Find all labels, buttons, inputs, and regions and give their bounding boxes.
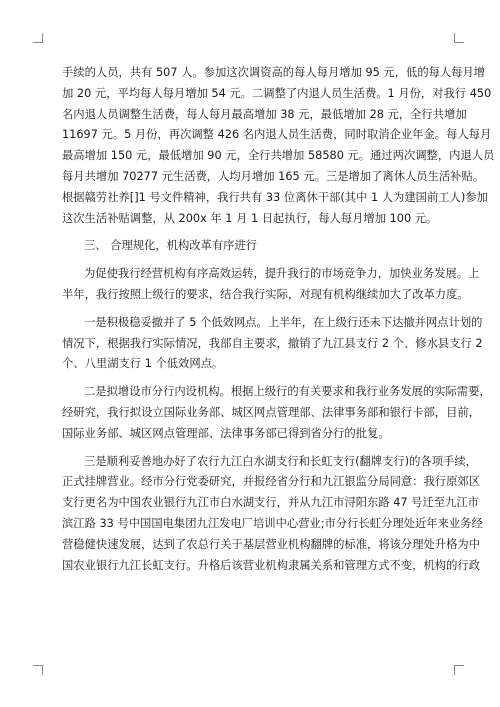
paragraph-first-line: 为促使我行经营机构有序高效运转，提升我行的市场竞争力，加快业务发展。上: [84, 267, 480, 281]
body-line: 情况下，根据我行实际情况，我部自主要求，撤销了九江县支行 2 个、修水县支行 2: [62, 336, 483, 350]
crop-mark-bottom-right: [454, 665, 464, 675]
body-line: 国际业务部、城区网点管理部、法律事务部已得到省分行的批复。: [62, 426, 390, 440]
body-line: 加 20 元，平均每人每月增加 54 元。二调整了内退人员生活费。1 月份，对我行 450: [62, 86, 492, 100]
body-line: 这次生活补贴调整，从 200x 年 1 月 1 日起执行，每人每月增加 100 元。: [62, 211, 438, 225]
crop-mark-bottom-left: [33, 665, 43, 675]
body-line: 根据赣劳社养[]1 号文件精神，我行共有 33 位离休干部(其中 1 人为建国前工人)参加: [62, 190, 488, 204]
crop-mark-top-left: [33, 33, 43, 43]
body-line: 手续的人员，共有 507 人。参加这次调资高的每人每月增加 95 元，低的每人每月增: [62, 66, 486, 79]
body-line: 经研究，我行拟设立国际业务部、城区网点管理部、法律事务部和银行卡部，目前，: [62, 405, 480, 419]
body-line: 每月共增加 70277 元生活费，人均月增加 165 元。三是增加了离休人员生活补贴。: [62, 169, 485, 183]
document-body: [62, 63, 495, 576]
body-line: 营稳健快速发展，达到了农总行关于基层营业机构翻牌的标准，将该分理处升格为中: [62, 537, 480, 551]
body-line: 11697 元。5 月份，再次调整 426 名内退人员生活费，同时取消企业年金。每人每月: [62, 128, 492, 142]
body-line: 国农业银行九江长虹支行。升格后该营业机构隶属关系和管理方式不变，机构的行政: [62, 558, 480, 572]
body-line: 个、八里湖支行 1 个低效网点。: [62, 357, 224, 371]
body-line: 支行更名为中国农业银行九江市白水湖支行，并从九江市浔阳东路 47 号迁至九江市: [62, 496, 479, 510]
body-line: 滨江路 33 号中国国电集团九江发电厂培训中心营业;市分行长虹分理处近年来业务经: [62, 516, 483, 530]
body-line: 最高增加 150 元，最低增加 90 元，全行共增加 58580 元。通过两次调整，内退人员: [62, 149, 495, 163]
body-line: 名内退人员调整生活费，每人每月最高增加 38 元，最低增加 28 元，全行共增加: [62, 107, 467, 121]
crop-mark-top-right: [454, 33, 464, 43]
paragraph-first-line: 一是积极稳妥撤并了 5 个低效网点。上半年，在上级行还未下达撤并网点计划的: [84, 315, 483, 329]
body-line: 正式挂牌营业。经市分行党委研究，并报经省分行和九江银监分局同意：我行原郊区: [62, 475, 480, 489]
section-heading: 三、 合理规化，机构改革有序进行: [84, 239, 258, 253]
paragraph-first-line: 三是顺利妥善地办好了农行九江白水湖支行和长虹支行(翻牌支行)的各项手续，: [84, 454, 477, 468]
body-line: 半年，我行按照上级行的要求，结合我行实际，对现有机构继续加大了改革力度。: [62, 287, 469, 301]
paragraph-first-line: 二是拟增设市分行内设机构。根据上级行的有关要求和我行业务发展的实际需要，: [84, 385, 491, 399]
